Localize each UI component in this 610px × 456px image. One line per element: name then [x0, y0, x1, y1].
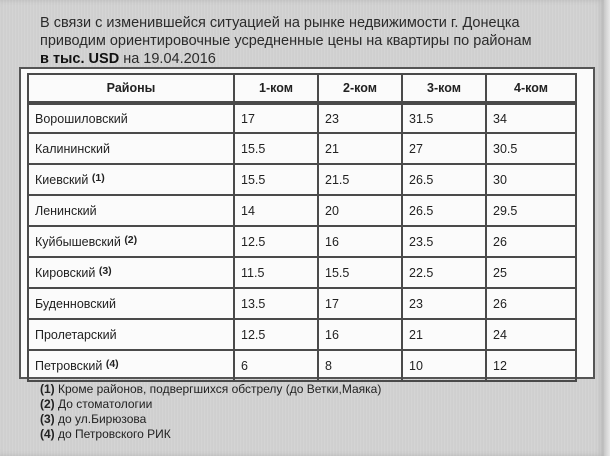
district-name: Калининский — [35, 141, 110, 156]
heading-line-3 — [40, 50, 580, 68]
table-row — [27, 351, 577, 382]
price-cell-4-room: 24 — [487, 320, 577, 351]
price-table-panel — [19, 67, 595, 379]
price-cell-4-room: 29.5 — [487, 196, 577, 227]
table-row — [27, 320, 577, 351]
footnotes — [40, 382, 381, 442]
district-cell — [27, 165, 235, 196]
district-cell — [27, 134, 235, 165]
footnote-mark: (3) — [98, 265, 112, 277]
district-name: Петровский — [35, 359, 103, 373]
price-cell-1-room: 17 — [235, 103, 319, 134]
footnote-item — [40, 382, 381, 397]
price-cell-2-room: 15.5 — [319, 258, 403, 289]
table-row — [27, 227, 577, 258]
price-cell-2-room: 20 — [319, 196, 403, 227]
table-header-row — [27, 73, 577, 103]
heading-line-2: приводим ориентировочные усредненные цены на квартиры по районам — [40, 33, 532, 49]
price-cell-4-room: 34 — [487, 103, 577, 134]
price-cell-2-room: 16 — [319, 320, 403, 351]
price-cell-1-room: 11.5 — [235, 258, 319, 289]
header-districts: Районы — [27, 73, 235, 103]
table-row — [27, 134, 577, 165]
price-cell-2-room: 8 — [319, 351, 403, 382]
price-cell-4-room: 12 — [487, 351, 577, 382]
district-name: Ворошиловский — [35, 111, 128, 126]
price-cell-3-room: 23.5 — [403, 227, 487, 258]
price-cell-1-room: 15.5 — [235, 165, 319, 196]
district-name: Кировский — [35, 266, 96, 280]
heading-line-1: В связи с изменившейся ситуацией на рынке недвижимости г. Донецка — [40, 15, 520, 31]
district-name: Киевский — [35, 173, 89, 187]
price-cell-1-room: 15.5 — [235, 134, 319, 165]
price-cell-4-room: 30.5 — [487, 134, 577, 165]
district-name: Куйбышевский — [35, 235, 121, 249]
district-name: Буденновский — [35, 296, 116, 311]
header-4-room: 4-ком — [487, 73, 577, 103]
footnote-item — [40, 427, 381, 442]
district-cell — [27, 289, 235, 320]
district-cell — [27, 196, 235, 227]
price-cell-2-room: 16 — [319, 227, 403, 258]
footnote-number: (2) — [40, 397, 55, 411]
price-cell-3-room: 27 — [403, 134, 487, 165]
heading-unit: в тыс. USD — [40, 51, 120, 67]
footnote-text: до ул.Бирюзова — [54, 412, 147, 426]
price-cell-1-room: 6 — [235, 351, 319, 382]
price-cell-1-room: 12.5 — [235, 227, 319, 258]
district-cell — [27, 258, 235, 289]
price-cell-2-room: 23 — [319, 103, 403, 134]
price-cell-1-room: 14 — [235, 196, 319, 227]
footnote-text: Кроме районов, подвергшихся обстрелу (до Ветки,Маяка) — [54, 382, 382, 396]
district-cell — [27, 320, 235, 351]
district-name: Ленинский — [35, 203, 97, 218]
price-cell-2-room: 21.5 — [319, 165, 403, 196]
price-cell-3-room: 26.5 — [403, 165, 487, 196]
price-cell-3-room: 26.5 — [403, 196, 487, 227]
table-row — [27, 196, 577, 227]
price-cell-3-room: 31.5 — [403, 103, 487, 134]
price-cell-1-room: 13.5 — [235, 289, 319, 320]
footnote-mark: (4) — [105, 358, 119, 370]
footnote-text: до Петровского РИК — [54, 427, 171, 441]
table-row — [27, 258, 577, 289]
heading-date: на 19.04.2016 — [119, 51, 216, 67]
footnote-mark: (2) — [124, 234, 138, 246]
page-heading — [40, 14, 580, 68]
district-cell — [27, 227, 235, 258]
price-table — [27, 73, 577, 382]
price-cell-4-room: 30 — [487, 165, 577, 196]
district-name: Пролетарский — [35, 327, 117, 342]
price-cell-4-room: 26 — [487, 227, 577, 258]
table-row — [27, 103, 577, 134]
footnote-number: (3) — [40, 412, 55, 426]
table-row — [27, 289, 577, 320]
price-cell-3-room: 10 — [403, 351, 487, 382]
footnote-number: (1) — [40, 382, 55, 396]
footnote-item — [40, 412, 381, 427]
footnote-item — [40, 397, 381, 412]
price-cell-4-room: 25 — [487, 258, 577, 289]
price-cell-4-room: 26 — [487, 289, 577, 320]
price-cell-2-room: 17 — [319, 289, 403, 320]
price-cell-3-room: 23 — [403, 289, 487, 320]
header-1-room: 1-ком — [235, 73, 319, 103]
price-cell-2-room: 21 — [319, 134, 403, 165]
right-edge-strip — [604, 0, 610, 456]
footnote-mark: (1) — [91, 172, 105, 184]
footnote-number: (4) — [40, 427, 55, 441]
price-cell-1-room: 12.5 — [235, 320, 319, 351]
header-3-room: 3-ком — [403, 73, 487, 103]
district-cell — [27, 103, 235, 134]
price-cell-3-room: 22.5 — [403, 258, 487, 289]
header-2-room: 2-ком — [319, 73, 403, 103]
district-cell — [27, 351, 235, 382]
footnote-text: До стоматологии — [54, 397, 153, 411]
price-cell-3-room: 21 — [403, 320, 487, 351]
table-row — [27, 165, 577, 196]
